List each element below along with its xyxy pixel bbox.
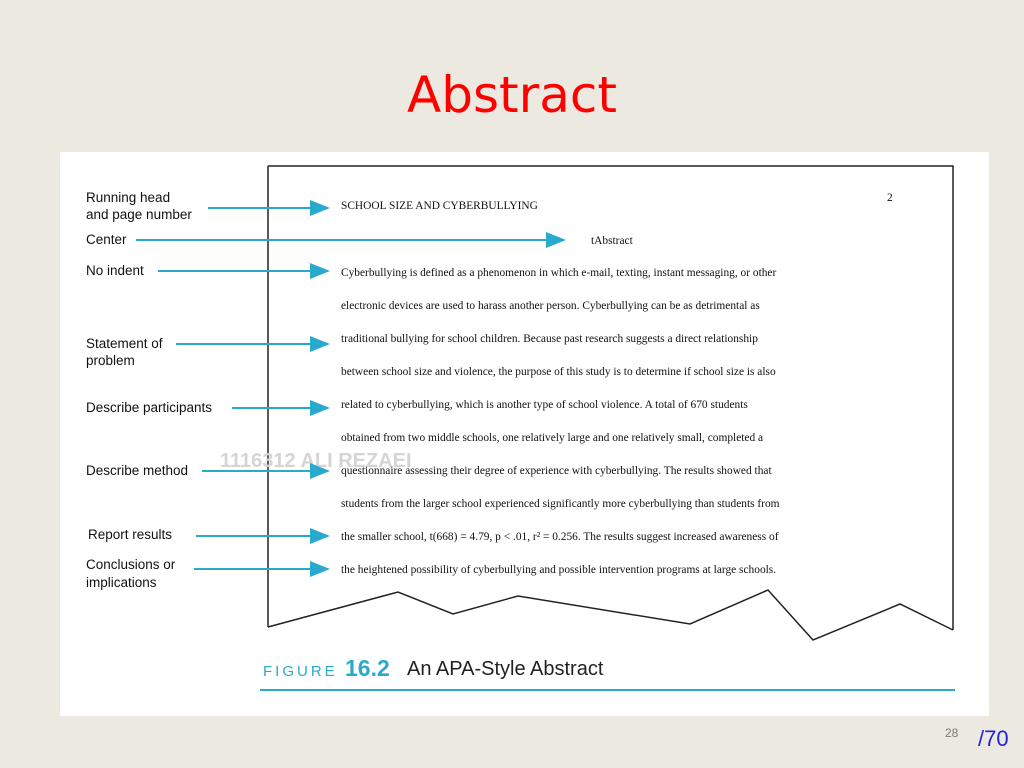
- slide-number: 28: [945, 726, 959, 740]
- slide-total: /70: [978, 726, 1009, 751]
- abstract-line: related to cyberbullying, which is another type of school violence. A total of 670 students: [341, 399, 748, 411]
- label-results: Report results: [88, 527, 173, 542]
- figure-caption-label: FIGURE: [263, 663, 338, 680]
- paper-running-head: SCHOOL SIZE AND CYBERBULLYING: [341, 200, 538, 212]
- slide-title: Abstract: [407, 66, 617, 124]
- abstract-line: electronic devices are used to harass another person. Cyberbullying can be as detrimental as: [341, 300, 760, 312]
- label-running-head-2: and page number: [86, 207, 192, 222]
- label-method: Describe method: [86, 463, 189, 478]
- figure-panel: [60, 152, 989, 716]
- abstract-line: Cyberbullying is defined as a phenomenon in which e-mail, texting, instant messaging, or other: [341, 267, 777, 279]
- label-statement-1: Statement of: [86, 336, 163, 351]
- caption-divider: [260, 689, 955, 691]
- label-center: Center: [86, 232, 127, 247]
- abstract-line: between school size and violence, the purpose of this study is to determine if school size is also: [341, 366, 776, 378]
- abstract-line: traditional bullying for school children. Because past research suggests a direct relationship: [341, 333, 758, 345]
- abstract-line: students from the larger school experienced significantly more cyberbullying than students from: [341, 498, 780, 510]
- paper-heading: tAbstract: [591, 235, 633, 247]
- abstract-line: obtained from two middle schools, one relatively large and one relatively small, completed a: [341, 432, 764, 444]
- abstract-line: the heightened possibility of cyberbullying and possible intervention programs at large schools.: [341, 564, 777, 576]
- label-no-indent: No indent: [86, 263, 144, 278]
- label-conclusions-1: Conclusions or: [86, 557, 176, 572]
- figure-caption-number: 16.2: [345, 655, 390, 681]
- label-conclusions-2: implications: [86, 575, 157, 590]
- label-participants: Describe participants: [86, 400, 213, 415]
- figure-caption-text: An APA-Style Abstract: [407, 658, 604, 680]
- abstract-line: questionnaire assessing their degree of experience with cyberbullying. The results showed that: [341, 465, 772, 477]
- label-running-head: Running head: [86, 190, 171, 205]
- abstract-line: the smaller school, t(668) = 4.79, p < .01, r² = 0.256. The results suggest increased awareness of: [341, 531, 779, 543]
- paper-page-number: 2: [887, 192, 893, 204]
- watermark-text: 1116312 ALI REZAEI: [220, 450, 412, 472]
- label-statement-2: problem: [86, 353, 135, 368]
